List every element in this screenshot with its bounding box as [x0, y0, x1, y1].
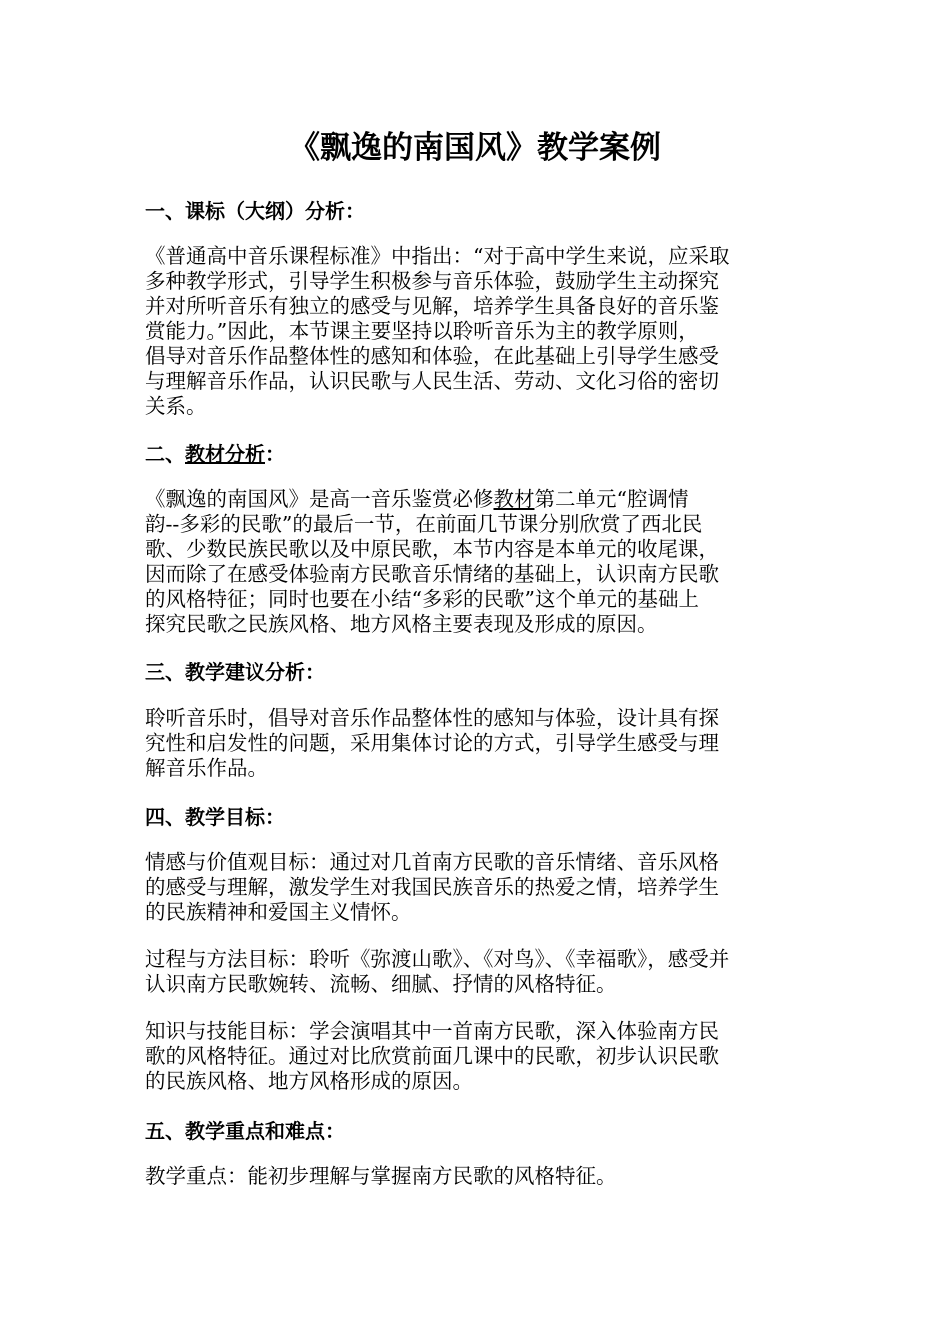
text-line: 歌的风格特征。通过对比欣赏前面几课中的民歌，初步认识民歌	[145, 1044, 719, 1068]
text-line: 教学重点：能初步理解与掌握南方民歌的风格特征。	[145, 1164, 617, 1188]
text-line: 聆听音乐时，倡导对音乐作品整体性的感知与体验，设计具有探	[145, 706, 719, 730]
text-line: 关系。	[145, 394, 207, 418]
heading-colon: ：	[265, 442, 285, 466]
section-heading-5: 五、教学重点和难点：	[145, 1119, 345, 1143]
text-line: 的民族风格、地方风格形成的原因。	[145, 1069, 473, 1093]
section-heading-2	[145, 440, 825, 468]
section-1-paragraph	[145, 244, 809, 419]
text-line: 韵--多彩的民歌”的最后一节，在前面几节课分别欣赏了西北民	[145, 512, 703, 536]
text-line: 多种教学形式，引导学生积极参与音乐体验，鼓励学生主动探究	[145, 269, 719, 293]
text-line: 《普通高中音乐课程标准》中指出：“对于高中学生来说，应采取	[145, 244, 730, 268]
document-title: 《飘逸的南国风》教学案例	[289, 130, 661, 166]
heading-underlined-text: 教材分析	[185, 442, 265, 466]
section-3-paragraph	[145, 706, 809, 781]
text-line: 倡导对音乐作品整体性的感知和体验，在此基础上引导学生感受	[145, 344, 719, 368]
text-line: 知识与技能目标：学会演唱其中一首南方民歌，深入体验南方民	[145, 1019, 719, 1043]
text-segment: 《飘逸的南国风》是高一音乐鉴赏必修	[145, 487, 494, 511]
section-2-paragraph	[145, 487, 809, 637]
text-line: 究性和启发性的问题，采用集体讨论的方式，引导学生感受与理	[145, 731, 719, 755]
section-4-paragraph-3	[145, 1019, 809, 1094]
text-line: 并对所听音乐有独立的感受与见解，培养学生具备良好的音乐鉴	[145, 294, 719, 318]
text-line: 过程与方法目标：聆听《弥渡山歌》、《对鸟》、《幸福歌》，感受并	[145, 947, 730, 971]
text-line: 的民族精神和爱国主义情怀。	[145, 900, 412, 924]
text-line: 认识南方民歌婉转、流畅、细腻、抒情的风格特征。	[145, 972, 617, 996]
text-line	[145, 487, 809, 512]
text-line: 的风格特征；同时也要在小结“多彩的民歌”这个单元的基础上	[145, 587, 699, 611]
text-line: 歌、少数民族民歌以及中原民歌，本节内容是本单元的收尾课，	[145, 537, 719, 561]
section-4-paragraph-1	[145, 850, 809, 925]
text-line: 的感受与理解，激发学生对我国民族音乐的热爱之情，培养学生	[145, 875, 719, 899]
textbook-link[interactable]: 教材	[493, 487, 535, 511]
section-heading-3: 三、教学建议分析：	[145, 660, 325, 684]
text-line: 与理解音乐作品，认识民歌与人民生活、劳动、文化习俗的密切	[145, 369, 719, 393]
text-segment: 第二单元“腔调情	[534, 487, 689, 511]
text-line: 解音乐作品。	[145, 756, 268, 780]
text-line: 赏能力。”因此，本节课主要坚持以聆听音乐为主的教学原则，	[145, 319, 699, 343]
text-line: 因而除了在感受体验南方民歌音乐情绪的基础上，认识南方民歌	[145, 562, 719, 586]
heading-number: 二、	[145, 442, 185, 466]
section-heading-4: 四、教学目标：	[145, 805, 285, 829]
text-line: 情感与价值观目标：通过对几首南方民歌的音乐情绪、音乐风格	[145, 850, 719, 874]
text-line: 探究民歌之民族风格、地方风格主要表现及形成的原因。	[145, 612, 658, 636]
section-5-paragraph	[145, 1164, 809, 1189]
section-heading-1: 一、课标（大纲）分析：	[145, 199, 365, 223]
section-4-paragraph-2	[145, 947, 809, 997]
